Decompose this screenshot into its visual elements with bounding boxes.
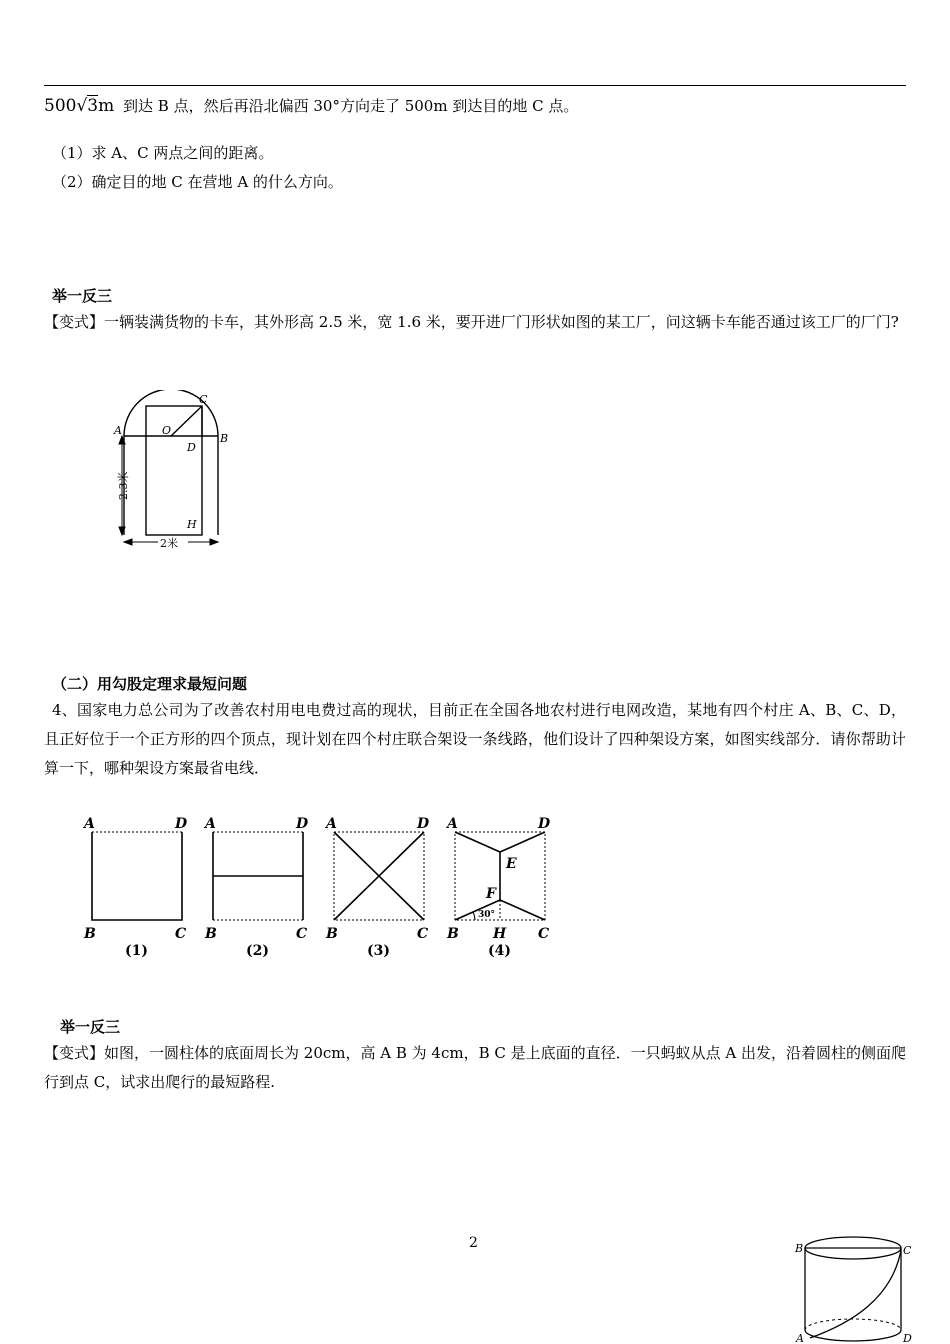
label-b: B <box>220 432 229 445</box>
label-c: C <box>903 1244 912 1257</box>
sq4-angle-label: 30° <box>478 910 496 920</box>
cylinder-bottom-front <box>805 1330 901 1341</box>
door-figure <box>110 390 230 550</box>
height-label: 2.3米 <box>117 471 130 500</box>
sq3-label-a: A <box>326 816 337 832</box>
sq1-label-c: C <box>175 926 187 942</box>
width-arrow-left <box>124 539 132 545</box>
door-outline <box>124 390 218 535</box>
sq2-label-d: D <box>296 816 309 832</box>
ant-path <box>810 1250 901 1338</box>
label-h: H <box>187 518 197 531</box>
sq1-label-b: B <box>84 926 96 942</box>
sq4-label-b: B <box>447 926 459 942</box>
caption-3: (3) <box>367 943 390 959</box>
label-a: A <box>114 424 122 437</box>
line-formula <box>44 96 578 116</box>
sq2-solid-lines <box>213 832 303 920</box>
label-c: C <box>199 393 208 406</box>
caption-1: (1) <box>125 943 148 959</box>
sq4-angle-arc <box>473 912 475 920</box>
sq1-solid-lines <box>92 832 182 920</box>
formula-500: 500 <box>44 96 77 116</box>
sqrt-symbol: √ <box>76 96 88 116</box>
sq3-label-c: C <box>417 926 429 942</box>
width-arrow-right <box>210 539 218 545</box>
formula-unit: m <box>98 96 115 116</box>
sq4-label-a: A <box>447 816 458 832</box>
label-a: A <box>796 1332 804 1344</box>
sq2-label-b: B <box>205 926 217 942</box>
sq4-label-e: E <box>506 856 517 872</box>
variant-truck <box>44 308 906 337</box>
sq4-solid-lines <box>455 832 545 920</box>
sq1-label-a: A <box>84 816 95 832</box>
variant-cylinder <box>44 1039 906 1097</box>
question-2: （2）确定目的地 C 在营地 A 的什么方向。 <box>52 173 343 191</box>
question-1: （1）求 A、C 两点之间的距离。 <box>52 144 274 162</box>
label-d: D <box>903 1332 912 1344</box>
sq4-label-f: F <box>486 886 496 902</box>
caption-2: (2) <box>246 943 269 959</box>
section-title-practice-2: 举一反三 <box>60 1018 121 1036</box>
variant-truck-text: 一辆装满货物的卡车，其外形高 2.5 米，宽 1.6 米，要开进厂门形状如图的某工厂，问这辆卡车能否通过该工厂的厂门? <box>104 313 899 331</box>
section-title-shortest: （二）用勾股定理求最短问题 <box>52 675 248 693</box>
radius-oc <box>171 406 202 436</box>
label-b: B <box>795 1242 804 1255</box>
squares-figure <box>80 810 560 965</box>
section-title-practice-1: 举一反三 <box>52 287 113 305</box>
sqrt-arg: 3 <box>87 96 99 116</box>
sq1-label-d: D <box>175 816 188 832</box>
variant-tag: 【变式】 <box>44 1044 105 1062</box>
line0-text: 到达 B 点，然后再沿北偏西 30°方向走了 500m 到达目的地 C 点。 <box>123 97 579 115</box>
sq2-label-a: A <box>205 816 216 832</box>
sq4-label-c: C <box>538 926 550 942</box>
sq2-label-c: C <box>296 926 308 942</box>
truck-rectangle <box>146 406 202 535</box>
sq4-label-h: H <box>493 926 507 942</box>
header-rule <box>44 85 906 86</box>
sq4-label-d: D <box>538 816 551 832</box>
cylinder-bottom-back <box>805 1319 901 1330</box>
page-number: 2 <box>469 1235 478 1251</box>
label-d: D <box>187 441 196 454</box>
cylinder-figure <box>792 1228 922 1344</box>
sq3-diagonals <box>334 832 424 920</box>
sq3-label-b: B <box>326 926 338 942</box>
width-label: 2米 <box>160 537 178 550</box>
caption-4: (4) <box>488 943 511 959</box>
variant-cylinder-text: 如图，一圆柱体的底面周长为 20cm，高 A B 为 4cm，B C 是上底面的直径．一只蚂蚁从点 A 出发，沿着圆柱的侧面爬行到点 C，试求出爬行的最短路程. <box>44 1044 907 1091</box>
variant-tag: 【变式】 <box>44 313 105 331</box>
problem-4: 4、国家电力总公司为了改善农村用电电费过高的现状，目前正在全国各地农村进行电网改造，某地有四个村庄 A、B、C、D，且正好位于一个正方形的四个顶点，现计划在四个村庄联合架设一条线路，他们设计了四种架设方案，如图实线部分．请你帮助计算一下，哪种架设方案最省电线． <box>44 701 906 777</box>
label-o: O <box>162 424 172 437</box>
sq3-label-d: D <box>417 816 430 832</box>
